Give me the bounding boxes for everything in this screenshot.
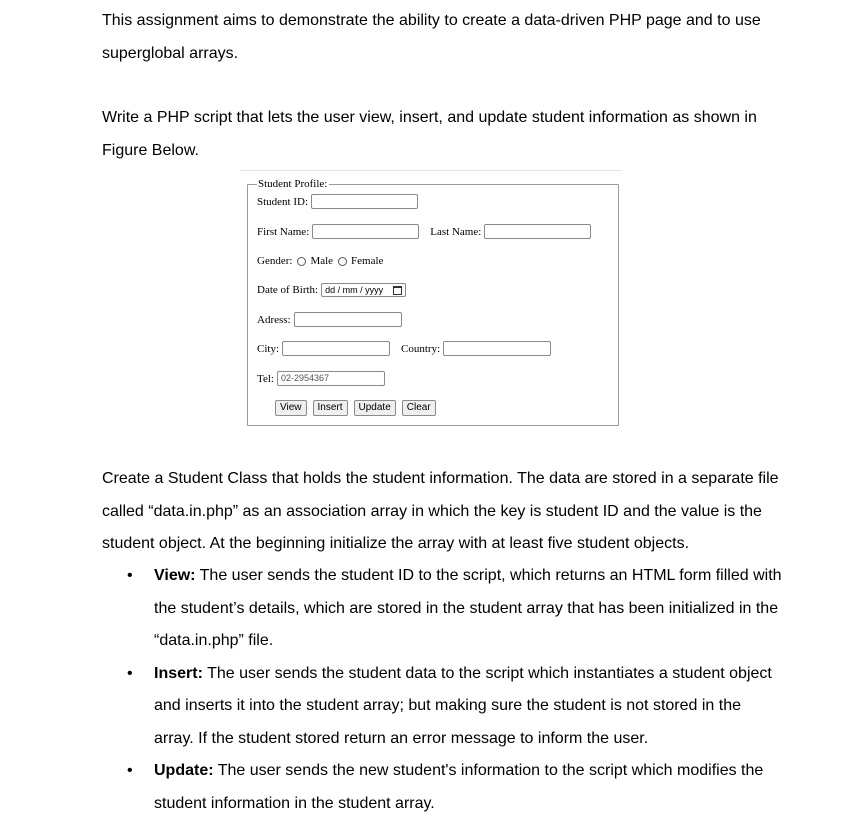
- clear-button[interactable]: Clear: [402, 400, 436, 416]
- fieldset-legend: Student Profile:: [258, 178, 328, 190]
- dob-input[interactable]: [321, 283, 406, 297]
- view-button[interactable]: View: [275, 400, 307, 416]
- insert-text: The user sends the student data to the script which instantiates a student object and inserts it into the student array; but making sure the student is not stored in the array. If the student stored return an error message to inform the user.: [154, 664, 772, 747]
- insert-term: Insert:: [154, 664, 203, 682]
- update-term: Update:: [154, 762, 214, 779]
- first-name-label: First Name:: [257, 225, 310, 238]
- dob-label: Date of Birth:: [257, 284, 319, 296]
- country-label: Country:: [401, 342, 441, 355]
- requirements-list: [102, 560, 782, 820]
- insert-button[interactable]: Insert: [313, 400, 348, 416]
- button-row: [275, 400, 442, 416]
- view-term: View:: [154, 567, 196, 584]
- tel-row: [257, 371, 385, 386]
- female-radio[interactable]: [338, 257, 347, 266]
- dob-row: [257, 283, 406, 297]
- address-input[interactable]: [294, 312, 402, 327]
- student-id-label: Student ID:: [257, 195, 309, 208]
- address-row: [257, 312, 402, 327]
- list-item-view: [102, 560, 782, 658]
- city-country-row: [257, 341, 551, 356]
- name-row: [257, 224, 591, 239]
- student-form-figure: [240, 170, 622, 429]
- city-label: City:: [257, 342, 280, 355]
- gender-row: [257, 255, 383, 267]
- male-label: Male: [310, 255, 334, 267]
- bullet-icon: •: [127, 762, 133, 779]
- gender-label: Gender:: [257, 255, 293, 267]
- bullet-icon: •: [127, 664, 133, 682]
- student-id-input[interactable]: [311, 194, 418, 209]
- list-item-update: [102, 755, 782, 820]
- last-name-label: Last Name:: [430, 225, 482, 238]
- address-label: Adress:: [257, 313, 291, 326]
- list-item-insert: [102, 658, 782, 756]
- last-name-input[interactable]: [484, 224, 591, 239]
- calendar-icon[interactable]: [393, 286, 402, 295]
- tel-input[interactable]: [277, 371, 385, 386]
- update-button[interactable]: Update: [354, 400, 396, 416]
- bullet-icon: •: [127, 567, 133, 584]
- tel-label: Tel:: [257, 372, 274, 385]
- country-input[interactable]: [443, 341, 551, 356]
- male-radio[interactable]: [297, 257, 306, 266]
- update-text: The user sends the new student's information to the script which modifies the student information in the student array.: [154, 762, 764, 812]
- intro-paragraph: This assignment aims to demonstrate the ability to create a data-driven PHP page and to use superglobal arrays.: [102, 12, 761, 62]
- view-text: The user sends the student ID to the script, which returns an HTML form filled with the student’s details, which are stored in the student array that has been initialized in the “data.in.php” file.: [154, 567, 782, 649]
- female-label: Female: [351, 255, 384, 267]
- student-id-row: [257, 194, 418, 209]
- task-paragraph: Write a PHP script that lets the user view, insert, and update student information as shown in Figure Below.: [102, 109, 757, 159]
- student-profile-fieldset: [247, 178, 619, 426]
- tel-value: 02-2954367: [280, 373, 329, 383]
- city-input[interactable]: [282, 341, 390, 356]
- first-name-input[interactable]: [312, 224, 419, 239]
- class-description-paragraph: Create a Student Class that holds the student information. The data are stored in a separate file called “data.in.php” as an association array in which the key is student ID and the value is the student object. At the beginning initialize the array with at least five student objects.: [102, 470, 779, 552]
- dob-placeholder: dd / mm / yyyy: [325, 285, 384, 295]
